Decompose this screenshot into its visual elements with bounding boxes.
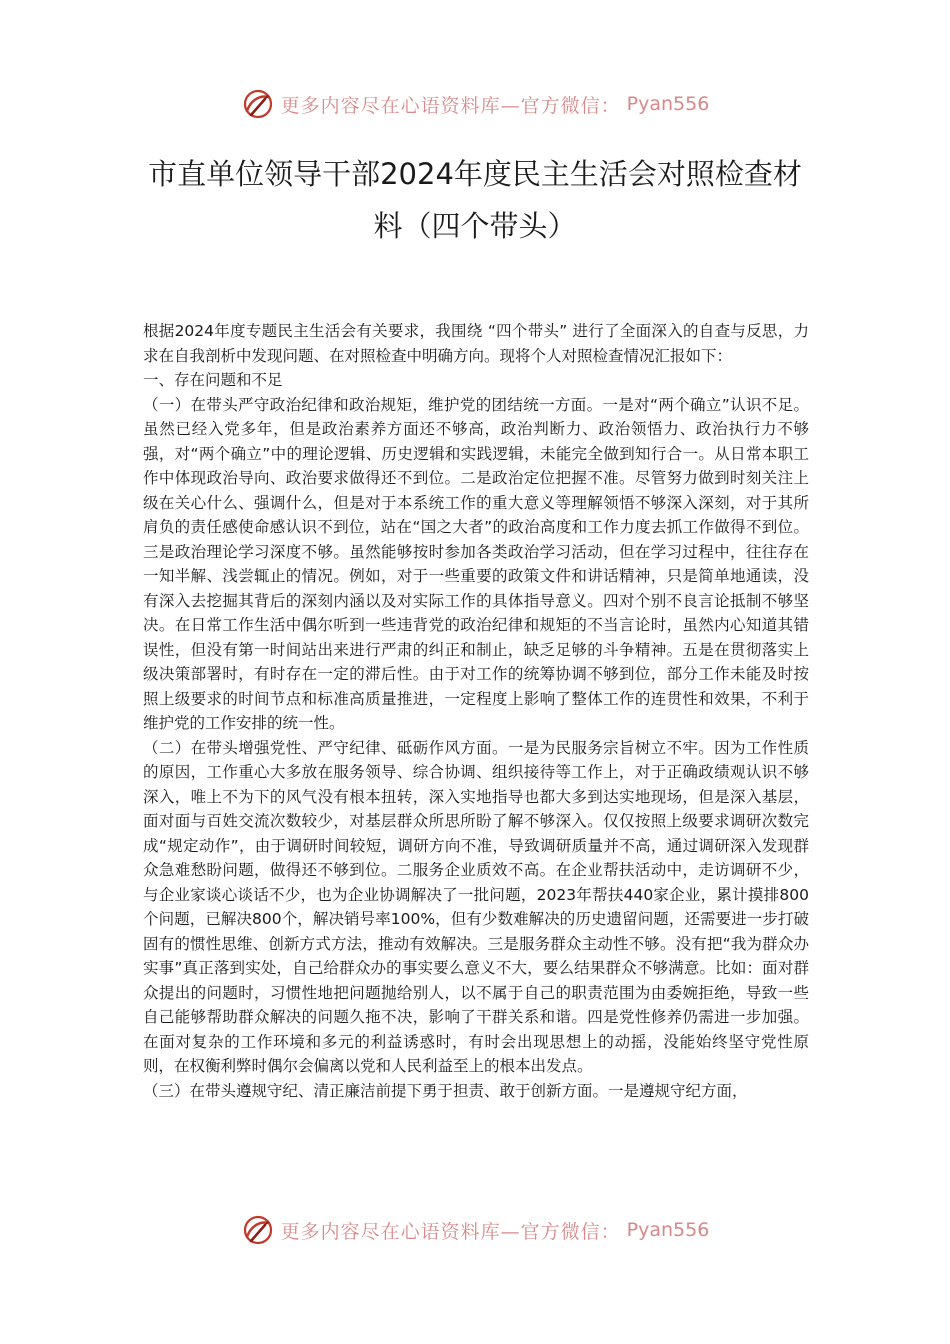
intro-paragraph: 根据2024年度专题民主生活会有关要求，我围绕 “四个带头” 进行了全面深入的自查与反思，力求在自我剖析中发现问题、在对照检查中明确方向。现将个人对照检查情况汇报如下： (143, 322, 809, 365)
document-title: 市直单位领导干部2024年度民主生活会对照检查材料（四个带头） (148, 157, 802, 243)
pen-swirl-logo-icon (241, 1213, 275, 1247)
watermark-text: 更多内容尽在心语资料库—官方微信： (280, 1220, 621, 1243)
body-paragraph: （一）在带头严守政治纪律和政治规矩，维护党的团结统一方面。一是对“两个确立”认识不足。虽然已经入党多年，但是政治素养方面还不够高，政治判断力、政治领悟力、政治执行力不够强，对“两个确立”中的理论逻辑、历史逻辑和实践逻辑，未能完全做到知行合一。从日常本职工作中体现政治导向、政治要求做得还不到位。二是政治定位把握不准。尽管努力做到时刻关注上级在关心什么、强调什么，但是对于本系统工作的重大意义等理解领悟不够深入深刻，对于其所肩负的责任感使命感认识不到位，站在“国之大者”的政治高度和工作力度去抓工作做得不到位。三是政治理论学习深度不够。虽然能够按时参加各类政治学习活动，但在学习过程中，往往存在一知半解、浅尝辄止的情况。例如，对于一些重要的政策文件和讲话精神，只是简单地通读，没有深入去挖掘其背后的深刻内涵以及对实际工作的具体指导意义。四对个别不良言论抵制不够坚决。在日常工作生活中偶尔听到一些违背党的政治纪律和规矩的不当言论时，虽然内心知道其错误性，但没有第一时间站出来进行严肃的纠正和制止，缺乏足够的斗争精神。五是在贯彻落实上级决策部署时，有时存在一定的滞后性。由于对工作的统筹协调不够到位，部分工作未能及时按照上级要求的时间节点和标准高质量推进，一定程度上影响了整体工作的连贯性和效果，不利于维护党的工作安排的统一性。 (143, 395, 809, 732)
watermark-footer (0, 1210, 950, 1250)
body-paragraph: （三）在带头遵规守纪、清正廉洁前提下勇于担责、敢于创新方面。一是遵规守纪方面， (143, 1081, 748, 1100)
watermark-text: 更多内容尽在心语资料库—官方微信： (280, 94, 621, 117)
pen-swirl-logo-icon (241, 87, 275, 121)
body-paragraph: （二）在带头增强党性、严守纪律、砥砺作风方面。一是为民服务宗旨树立不牢。因为工作性质的原因，工作重心大多放在服务领导、综合协调、组织接待等工作上，对于正确政绩观认识不够深入，唯上不为下的风气没有根本扭转，深入实地指导也都大多到达实地现场，但是深入基层，面对面与百姓交流次数较少，对基层群众所思所盼了解不够深入。仅仅按照上级要求调研次数完成“规定动作”，由于调研时间较短，调研方向不准，导致调研质量并不高，通过调研深入发现群众急难愁盼问题，做得还不够到位。二服务企业质效不高。在企业帮扶活动中，走访调研不少，与企业家谈心谈话不少，也为企业协调解决了一批问题，2023年帮扶440家企业，累计摸排800个问题，已解决800个，解决销号率100%，但有少数难解决的历史遗留问题，还需要进一步打破固有的惯性思维、创新方式方法，推动有效解决。三是服务群众主动性不够。没有把“我为群众办实事”真正落到实处，自己给群众办的事实要么意义不大，要么结果群众不够满意。比如：面对群众提出的问题时，习惯性地把问题抛给别人，以不属于自己的职责范围为由委婉拒绝，导致一些自己能够帮助群众解决的问题久拖不决，影响了干群关系和谐。四是党性修养仍需进一步加强。在面对复杂的工作环境和多元的利益诱惑时，有时会出现思想上的动摇，没能始终坚守党性原则，在权衡利弊时偶尔会偏离以党和人民利益至上的根本出发点。 (143, 738, 809, 1075)
watermark-handle: Pyan556 (626, 1219, 710, 1241)
section-heading: 一、存在问题和不足 (143, 371, 283, 389)
watermark-handle: Pyan556 (626, 93, 710, 115)
watermark-header (0, 84, 950, 124)
document-body (143, 319, 809, 1103)
